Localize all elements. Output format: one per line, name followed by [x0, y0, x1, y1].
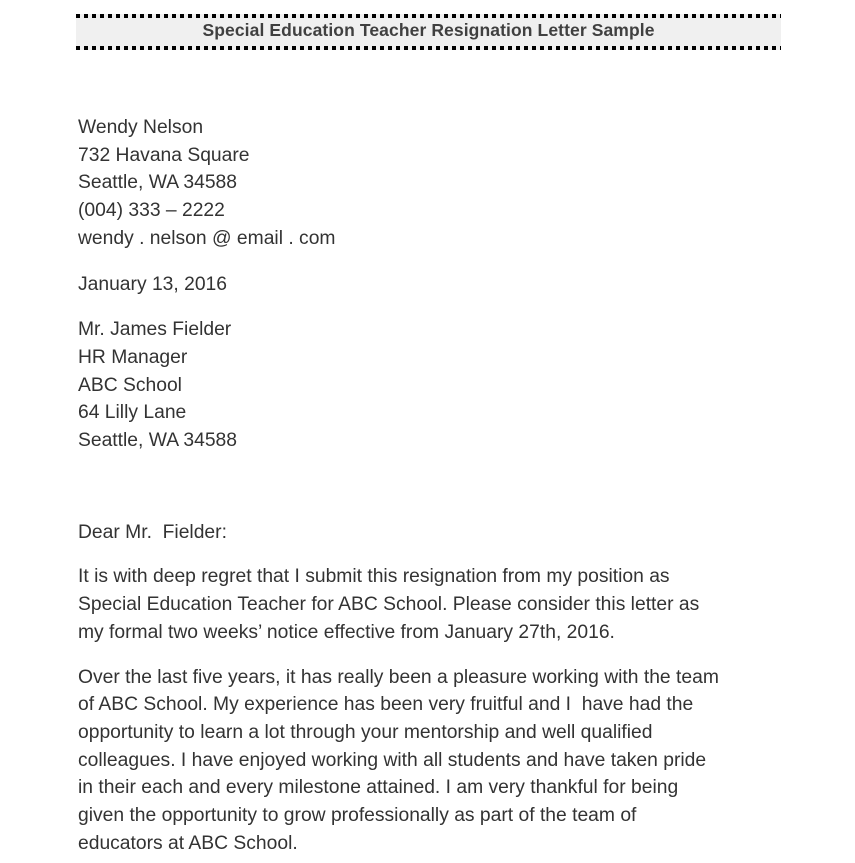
salutation-text: Dear Mr. Fielder: [78, 521, 227, 543]
paragraph-line: Special Education Teacher for ABC School. Please consider this letter as [78, 594, 700, 616]
paragraph-2 [78, 664, 788, 858]
paragraph-line: colleagues. I have enjoyed working with all students and have taken pride [78, 749, 707, 771]
recipient-address [78, 316, 788, 455]
salutation [78, 519, 788, 547]
paragraph-line: of ABC School. My experience has been very fruitful and I have had the [78, 694, 694, 716]
paragraph-line: my formal two weeks’ notice effective from January 27th, 2016. [78, 621, 615, 643]
sender-street: 732 Havana Square [78, 144, 250, 166]
sender-email: wendy . nelson @ email . com [78, 227, 336, 249]
sender-name: Wendy Nelson [78, 117, 204, 138]
paragraph-line: It is with deep regret that I submit this resignation from my position as [78, 566, 670, 588]
recipient-organization: ABC School [78, 374, 182, 396]
recipient-city-state-zip: Seattle, WA 34588 [78, 430, 237, 452]
paragraph-line: given the opportunity to grow professionally as part of the team of [78, 805, 637, 827]
title-banner [76, 14, 781, 50]
paragraph-line: opportunity to learn a lot through your mentorship and well qualified [78, 721, 653, 743]
recipient-street: 64 Lilly Lane [78, 402, 187, 424]
recipient-name: Mr. James Fielder [78, 319, 232, 341]
paragraph-line: Over the last five years, it has really been a pleasure working with the team [78, 666, 719, 688]
letter-date [78, 271, 788, 299]
date-text: January 13, 2016 [78, 273, 228, 295]
document-title: Special Education Teacher Resignation Letter Sample [202, 20, 655, 40]
dotted-border-top [76, 14, 781, 18]
dotted-border-bottom [76, 46, 781, 50]
sender-address [78, 114, 788, 253]
paragraph-line: educators at ABC School. [78, 832, 298, 854]
paragraph-1 [78, 563, 788, 646]
sender-city-state-zip: Seattle, WA 34588 [78, 172, 237, 194]
recipient-title: HR Manager [78, 346, 188, 368]
paragraph-line: in their each and every milestone attained. I am very thankful for being [78, 777, 679, 799]
letter-body [78, 114, 788, 857]
sender-phone: (004) 333 – 2222 [78, 200, 225, 222]
